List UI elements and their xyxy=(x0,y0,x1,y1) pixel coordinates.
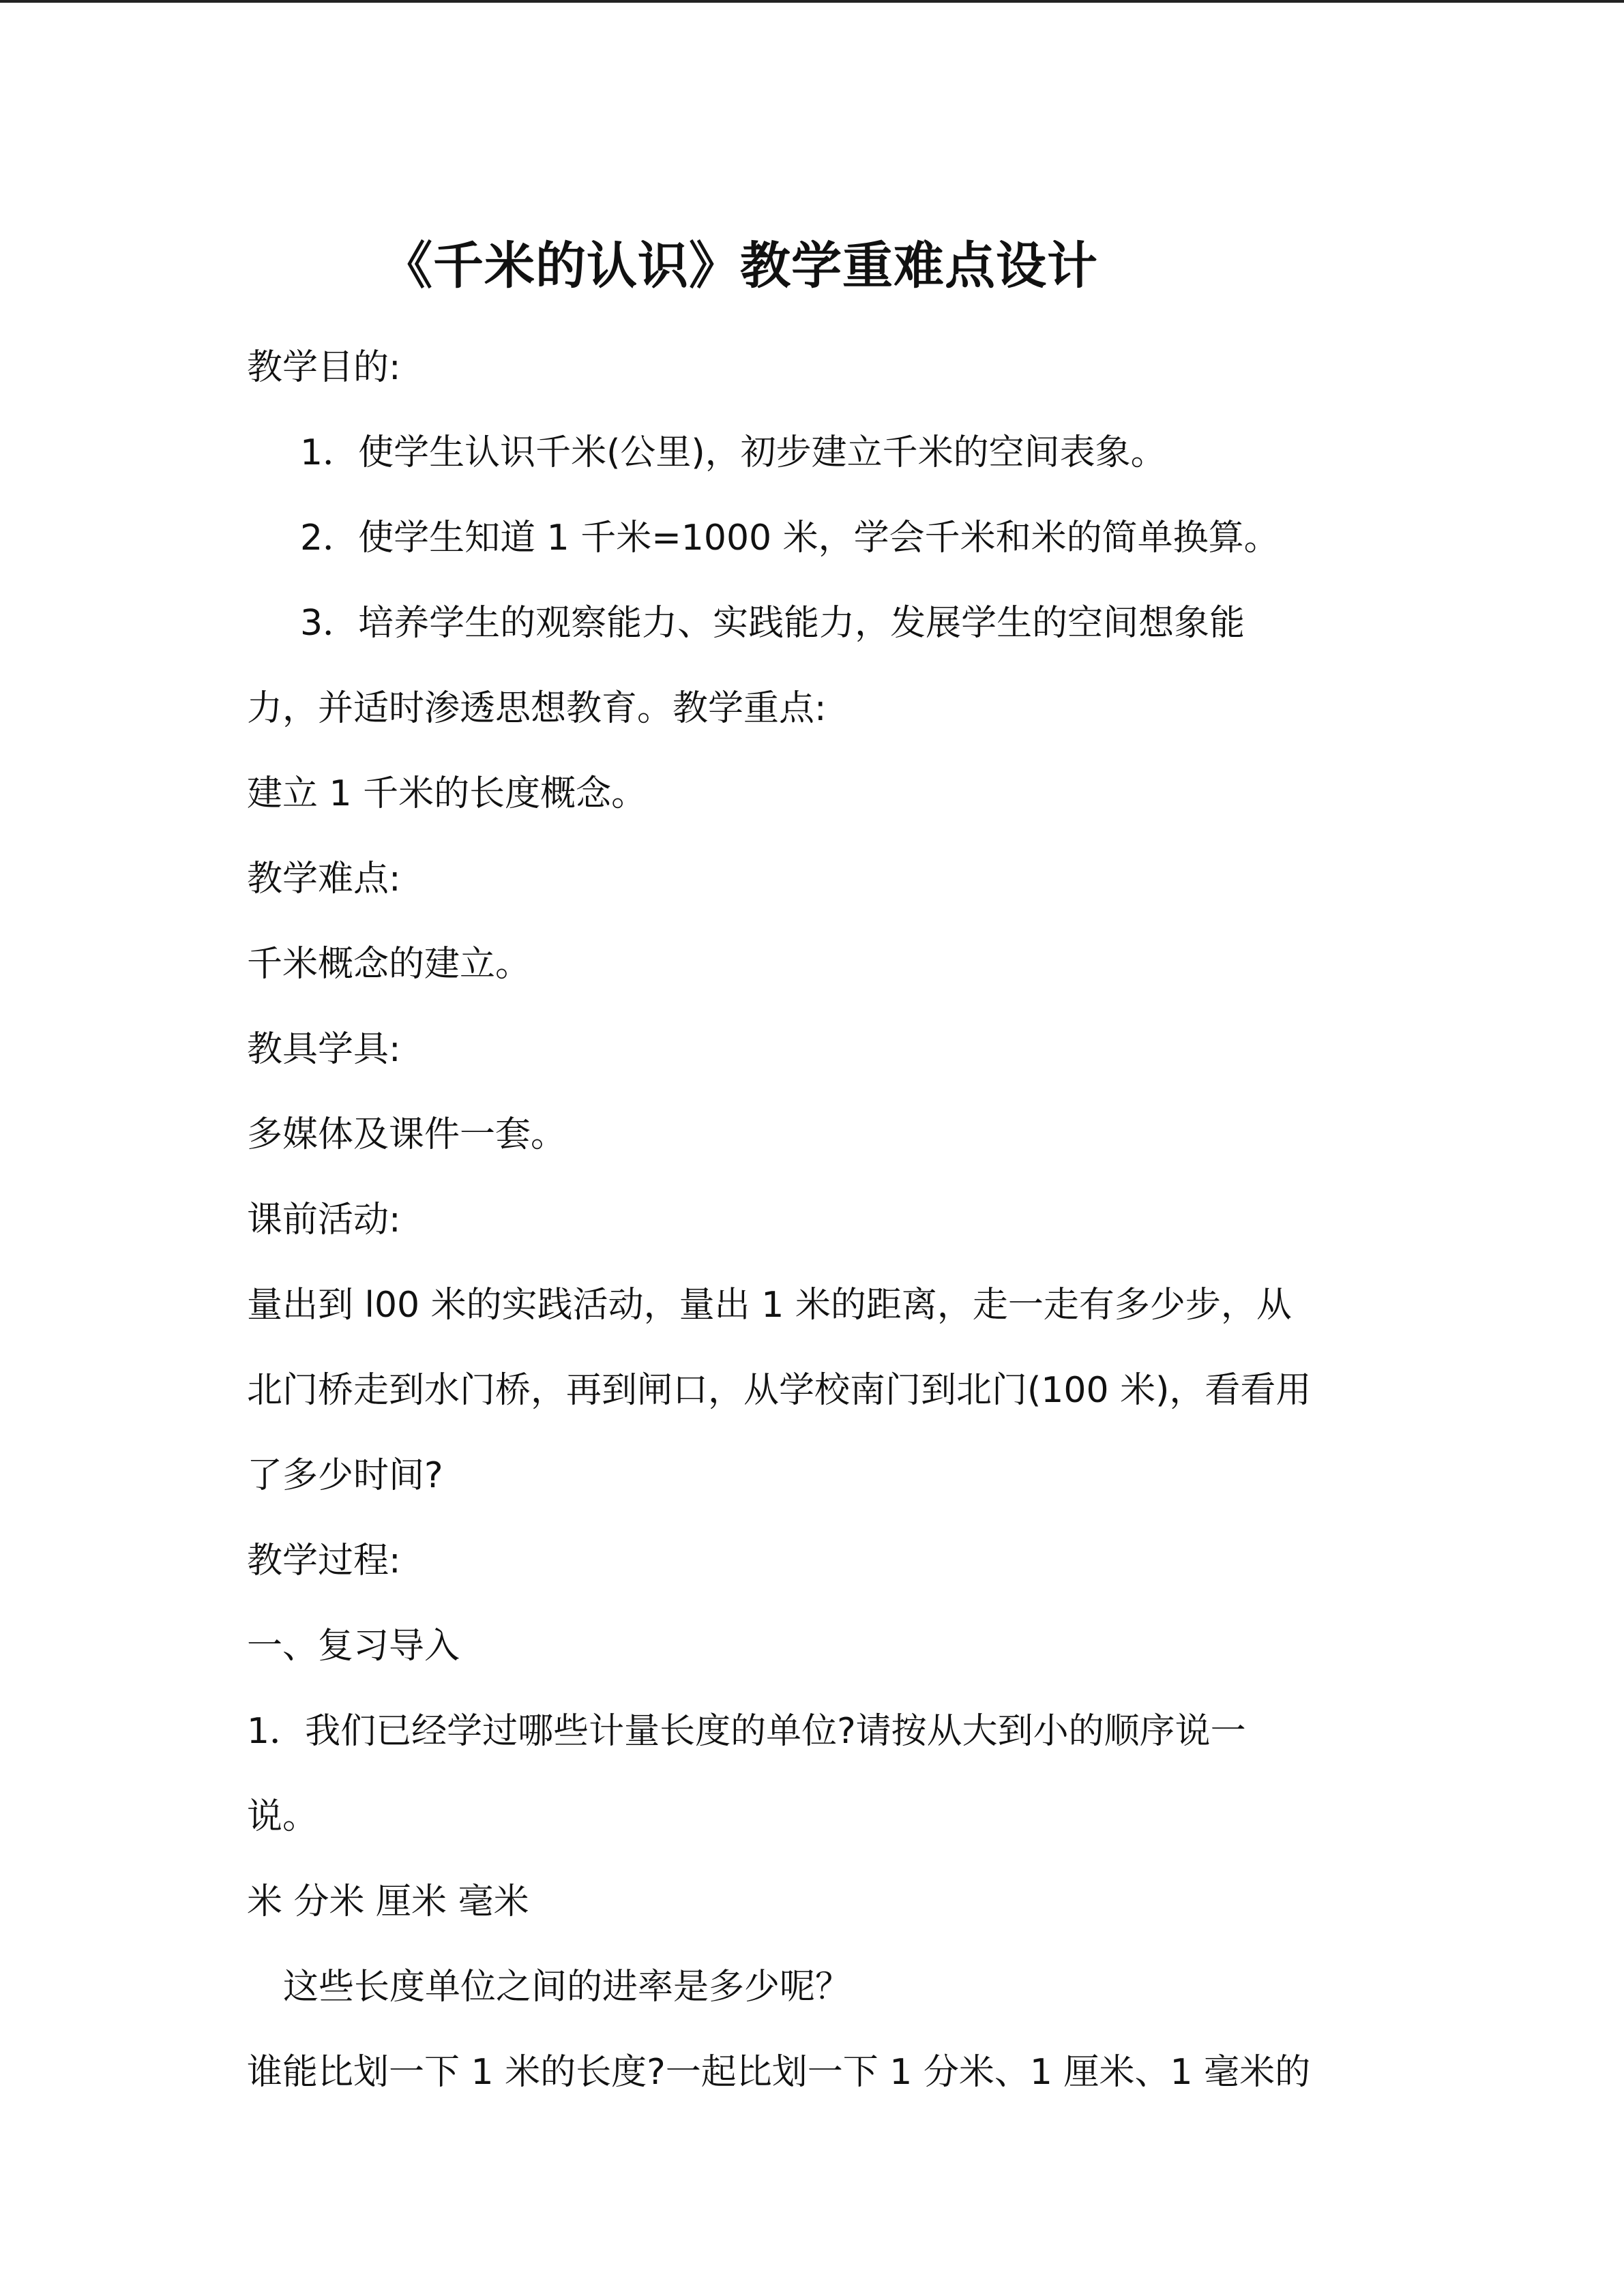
document-title: 《千米的认识》教学重难点设计 xyxy=(382,237,1098,295)
pre-class-text-line-2: 北门桥走到水门桥，再到闸口，从学校南门到北门(100 米)，看看用 xyxy=(247,1370,1312,1411)
review-question-1-continued: 说。 xyxy=(247,1796,319,1837)
pre-class-text-line-3: 了多少时间? xyxy=(247,1455,443,1496)
difficulty-text: 千米概念的建立。 xyxy=(247,944,531,985)
pre-class-text-line-1: 量出到 l00 米的实践活动，量出 1 米的距离，走一走有多少步，从 xyxy=(247,1285,1292,1326)
section-heading-pre-class: 课前活动: xyxy=(247,1199,401,1240)
section-heading-materials: 教具学具: xyxy=(247,1029,401,1070)
section-heading-process: 教学过程: xyxy=(247,1540,401,1581)
page-top-border xyxy=(0,0,1624,3)
objective-item-1: 1．使学生认识千米(公里)，初步建立千米的空间表象。 xyxy=(300,432,1166,473)
gesture-question: 谁能比划一下 1 米的长度?一起比划一下 1 分米、1 厘米、1 毫米的 xyxy=(247,2052,1311,2093)
objective-item-3-continued: 力，并适时渗透思想教育。教学重点: xyxy=(247,688,827,729)
objective-item-2: 2．使学生知道 1 千米=1000 米，学会千米和米的简单换算。 xyxy=(300,518,1280,558)
key-point-text: 建立 1 千米的长度概念。 xyxy=(247,773,647,814)
review-question-1: 1．我们已经学过哪些计量长度的单位?请按从大到小的顺序说一 xyxy=(247,1711,1246,1752)
materials-text: 多媒体及课件一套。 xyxy=(247,1114,567,1155)
subsection-review: 一、复习导入 xyxy=(247,1626,460,1667)
units-list: 米 分米 厘米 毫米 xyxy=(247,1881,529,1922)
section-heading-difficulty: 教学难点: xyxy=(247,859,401,899)
units-question: 这些长度单位之间的进率是多少呢？ xyxy=(283,1967,851,2008)
section-heading-objectives: 教学目的: xyxy=(247,347,401,388)
objective-item-3: 3．培养学生的观察能力、实践能力，发展学生的空间想象能 xyxy=(300,603,1245,644)
